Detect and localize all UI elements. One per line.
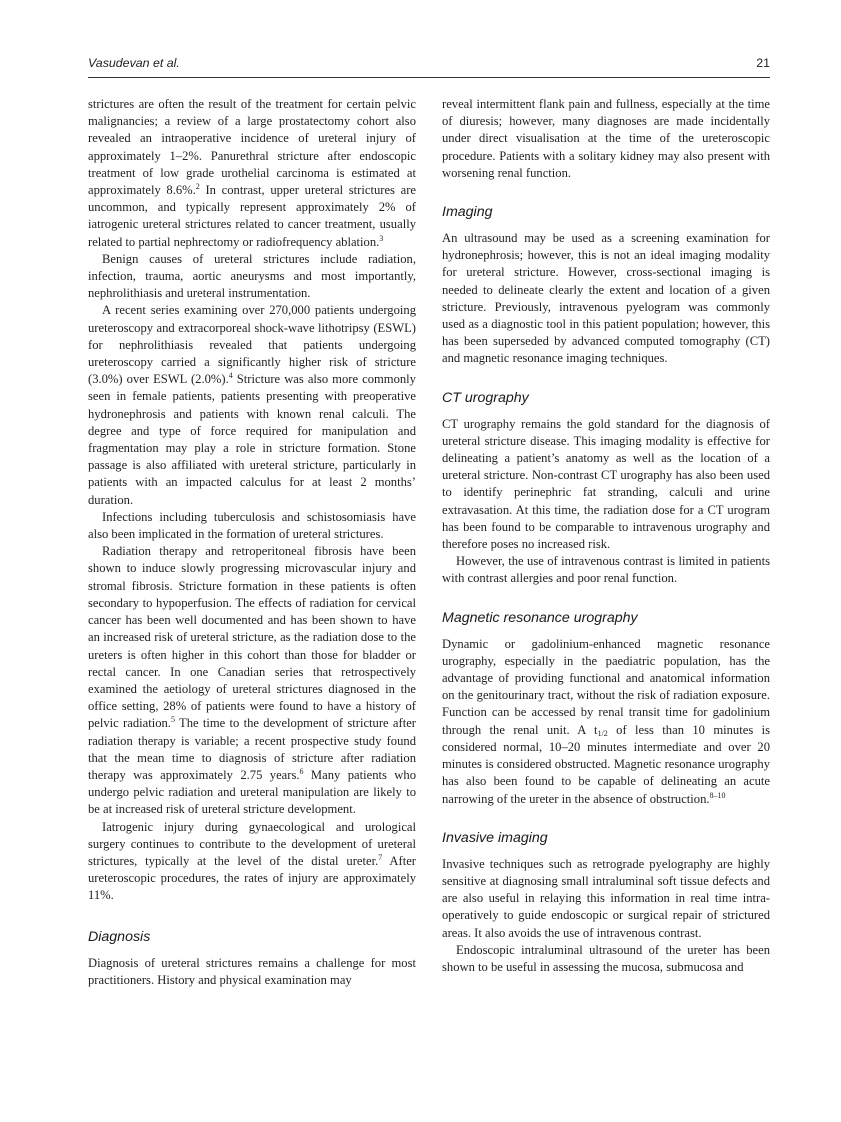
paragraph: Infections including tuberculosis and schistosomiasis have also been implicated in the formation of ureteral strictures.	[88, 509, 416, 542]
section-heading-ct-urography: CT urography	[442, 389, 529, 406]
paragraph: Dynamic or gadolinium-enhanced magnetic resonance urography, especially in the paediatric population, has the advantage of providing functional and anatomical information on the genitourinary tract, without the risk of radiation exposure. Function can be accessed by renal transit time for gadolinium through the renal unit. A $t_{1/2}$ of less than 10 minutes is considered normal, 10–20 minutes intermediate and over 20 minutes is considered obstructed. Magnetic resonance urography has also been found to be capable of delineating an acute narrowing of the ureter in the absence of obstruction.$^{8-10}$	[442, 636, 770, 806]
right-column	[442, 96, 770, 976]
citation: 7	[378, 852, 383, 862]
section-heading-mr-urography: Magnetic resonance urography	[442, 609, 638, 626]
section-heading-imaging: Imaging	[442, 204, 493, 221]
paragraph: CT urography remains the gold standard for the diagnosis of ureteral stricture disease. This imaging modality is effective for delineating a patient’s anatomy as well as the location of a ureteral stricture. Non-contrast CT urography has also been used to identify perinephric fat stranding, calculi and urine extravasation. At this time, the radiation dose for a CT urogram has been found to be comparable to intravenous urography and therefore poses no increased risk.	[442, 416, 770, 552]
citation: 6	[299, 766, 304, 776]
paragraph: Radiation therapy and retroperitoneal fibrosis have been shown to induce slowly progressing microvascular injury and stromal fibrosis. Stricture formation in these patients is often secondary to hypoperfusion. The effects of radiation for cervical cancer has been well documented and has been shown to have an increased risk of ureteral stricture, as the radiation dose to the ureters is often higher in this cohort than those for bladder or rectal cancer. In one Canadian series that retrospectively examined the aetiology of ureteral strictures diagnosed in the office setting, 28% of patients were found to have a history of pelvic radiation.$^5$ The time to the development of stricture after radiation therapy is variable; a recent prospective study found that the mean time to diagnosis of stricture after radiation therapy was approximately 2.75 years.$^6$ Many patients who undergo pelvic radiation and ureteral manipulation are likely to be at increased risk of ureteral stricture development.	[88, 544, 416, 817]
running-head	[88, 56, 770, 76]
paragraph: Diagnosis of ureteral strictures remains a challenge for most practitioners. History and physical examination may	[88, 955, 416, 987]
citation: 2	[195, 182, 200, 192]
paragraph: strictures are often the result of the treatment for certain pelvic malignancies; a review of a large prostatectomy cohort also revealed an intraoperative incidence of ureteral injury of approximately 1–2%. Panurethral stricture after endoscopic treatment of low grade urothelial carcinoma is estimated at approximately 8.6%.$^2$ In contrast, upper ureteral strictures are uncommon, and typically represent approximately 2% of iatrogenic ureteral strictures related to cancer treatment, usually related to partial nephrectomy or radiofrequency ablation.$^3$	[88, 97, 416, 249]
page-number: 21	[756, 56, 770, 70]
citation: 5	[170, 715, 175, 725]
running-head-authors: Vasudevan et al.	[88, 56, 180, 70]
section-heading-diagnosis: Diagnosis	[88, 928, 151, 945]
paragraph: A recent series examining over 270,000 patients undergoing ureteroscopy and extracorporeal shock-wave lithotripsy (ESWL) for nephrolithiasis revealed that patients undergoing ureteroscopy carried a significantly higher risk of stricture (3.0%) over ESWL (2.0%).$^4$ Stricture was also more commonly seen in female patients, patients presenting with preoperative hydronephrosis and patients with known renal calculi. The degree and type of force required for manipulation and fragmentation may play a role in stricture formation. Stone passage is also affiliated with ureteral stricture, particularly in patients with an impacted calculus for at least 2 months’ duration.	[88, 303, 416, 507]
citation: 3	[379, 233, 384, 243]
citation: 4	[228, 371, 233, 381]
paragraph: Invasive techniques such as retrograde pyelography are highly sensitive at diagnosing small intraluminal soft tissue defects and are also useful in relaying this information in real time intra-operatively to guide endoscopic or surgical repair of strictured areas. It also avoids the use of intravenous contrast.	[442, 856, 770, 940]
section-heading-invasive-imaging: Invasive imaging	[442, 829, 548, 846]
paragraph: Iatrogenic injury during gynaecological and urological surgery continues to contribute to the development of ureteral strictures, typically at the level of the distal ureter.$^7$ After ureteroscopic procedures, the rates of injury are approximately 11%.	[88, 819, 416, 903]
paragraph: An ultrasound may be used as a screening examination for hydronephrosis; however, this is not an ideal imaging modality for ureteral stricture. However, cross-sectional imaging is needed to delineate clearly the extent and location of a given stricture. Previously, intravenous pyelogram was commonly used as a diagnostic tool in this patient population; however, this has been superseded by advanced computed tomography (CT) and magnetic resonance imaging techniques.	[442, 231, 770, 366]
paragraph: reveal intermittent flank pain and fullness, especially at the time of diuresis; however, many diagnoses are made incidentally under direct visualisation at the time of the ureteroscopic procedure. Patients with a solitary kidney may also present with worsening renal function.	[442, 97, 770, 180]
left-column	[88, 96, 416, 989]
header-rule	[88, 77, 770, 78]
paragraph: Benign causes of ureteral strictures include radiation, infection, trauma, aortic aneurysms and most importantly, nephrolithiasis and ureteral instrumentation.	[88, 251, 416, 301]
paragraph: However, the use of intravenous contrast is limited in patients with contrast allergies and poor renal function.	[442, 554, 770, 586]
citation: 8–10	[709, 790, 726, 800]
paragraph: Endoscopic intraluminal ultrasound of the ureter has been shown to be useful in assessing the mucosa, submucosa and	[442, 942, 770, 974]
